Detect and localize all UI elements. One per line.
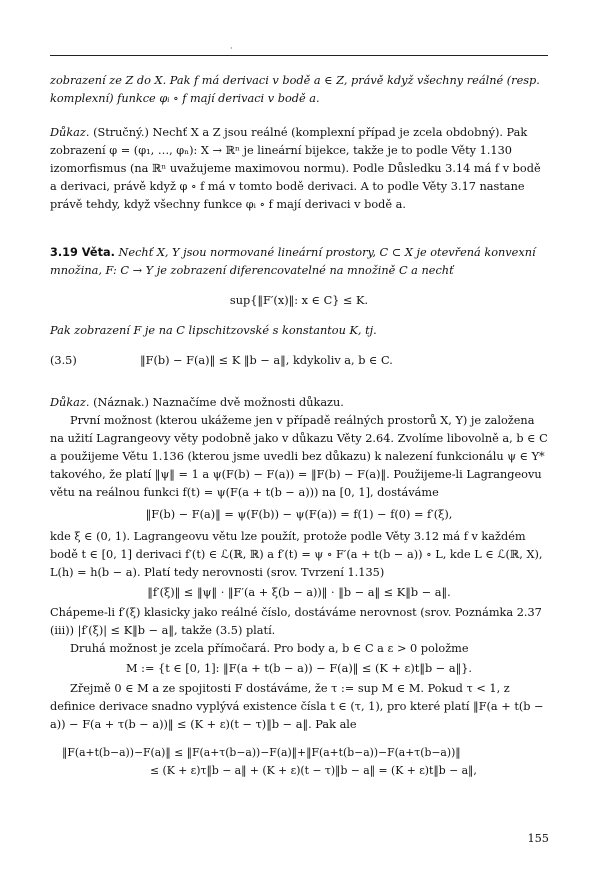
equation-body: ‖F(b) − F(a)‖ ≤ K ‖b − a‖, kdykoliv a, b ∈ C. [140, 354, 393, 367]
page-number: 155 [527, 832, 549, 845]
equation-3-5 [50, 352, 548, 370]
proof-equation-2: ‖f′(ξ)‖ ≤ ‖ψ‖ · ‖F′(a + ξ(b − a))‖ · ‖b − a‖ ≤ K‖b − a‖. [147, 586, 451, 599]
theorem-conclusion: Pak zobrazení F je na C lipschitzovské s konstantou K, tj. [50, 324, 377, 337]
proof-paragraph-2c: Chápeme-li f′(ξ) klasicky jako reálné číslo, dostáváme nerovnost (srov. Poznámka 2.37 (iii)) |f′(ξ)| ≤ K‖b − a‖, takže (3.5) platí. [50, 606, 542, 637]
proof-paragraph-1 [50, 124, 548, 214]
proof-paragraph-2e: Zřejmě 0 ∈ M a ze spojitosti F dostáváme, že τ := sup M ∈ M. Pokud τ < 1, z definice derivace snadno vyplývá existence čísla t ∈ (τ, 1), pro které platí ‖F(a + t(b − a)) − F(a + τ(b − a))‖ ≤ (K + ε)(t − τ)‖b − a‖. Pak ale [50, 682, 544, 731]
paragraph-theorem-tail: zobrazení ze Z do X. Pak f má derivaci v bodě a ∈ Z, právě když všechny reálné (resp. komplexní) funkce φᵢ ∘ f mají derivaci v bodě a. [50, 74, 540, 105]
header-mark: · [230, 44, 233, 53]
equation-number: (3.5) [50, 354, 77, 367]
proof-paragraph-2a: První možnost (kterou ukážeme jen v případě reálných prostorů X, Y) je založena na užití Lagrangeovy věty podobně jako v důkazu Věty 2.64. Zvolíme libovolně a, b ∈ C a použijeme Větu 1.136 (kterou jsme uvedli bez důkazu) k nalezení funkcionálu ψ ∈ Y* takového, že platí ‖ψ‖ = 1 a ψ(F(b) − F(a)) = ‖F(b) − F(a)‖. Použijeme-li Lagrangeovu větu na reálnou funkci f(t) = ψ(F(a + t(b − a))) na [0, 1], dostáváme [50, 414, 548, 499]
theorem-heading: 3.19 Věta. [50, 246, 115, 259]
proof-equation-1: ‖F(b) − F(a)‖ = ψ(F(b)) − ψ(F(a)) = f(1) − f(0) = f′(ξ), [145, 508, 453, 521]
proof-label: Důkaz. [50, 126, 90, 139]
proof-paragraph-2-intro [50, 394, 548, 412]
header-rule [50, 55, 548, 56]
page-body [50, 60, 548, 780]
proof-text: (Stručný.) Nechť X a Z jsou reálné (komplexní případ je zcela obdobný). Pak zobrazení φ = (φ₁, …, φₙ): X → ℝⁿ je lineární bijekce, takže je to podle Věty 1.130 izomorfismus (na ℝⁿ uvažujeme maximovou normu). Podle Důsledku 3.14 má f v bodě a derivaci, právě když φ ∘ f má v tomto bodě derivaci. A to podle Věty 3.17 nastane právě tehdy, když všechny funkce φᵢ ∘ f mají derivaci v bodě a. [50, 126, 541, 211]
theorem-text: Nechť X, Y jsou normované lineární prostory, C ⊂ X je otevřená konvexní množina, F: C → Y je zobrazení diferencovatelné na množině C a nechť [50, 246, 536, 277]
proof-paragraph-2b: kde ξ ∈ (0, 1). Lagrangeovu větu lze použít, protože podle Věty 3.12 má f v každém bodě t ∈ [0, 1] derivaci f′(t) ∈ ℒ(ℝ, ℝ) a f′(t) = ψ ∘ F′(a + t(b − a)) ∘ L, kde L ∈ ℒ(ℝ, X), L(h) = h(b − a). Platí tedy nerovnosti (srov. Tvrzení 1.135) [50, 530, 543, 579]
proof-text: (Náznak.) Naznačíme dvě možnosti důkazu. [93, 396, 344, 409]
proof-paragraph-2d: Druhá možnost je zcela přímočará. Pro body a, b ∈ C a ε > 0 položme [70, 642, 469, 655]
theorem-equation: sup{‖F′(x)‖: x ∈ C} ≤ K. [229, 294, 369, 307]
proof-equation-3: M := {t ∈ [0, 1]: ‖F(a + t(b − a)) − F(a)‖ ≤ (K + ε)t‖b − a‖}. [125, 662, 473, 675]
theorem-3-19 [50, 244, 548, 280]
proof-equation-4b: ≤ (K + ε)τ‖b − a‖ + (K + ε)(t − τ)‖b − a‖ = (K + ε)t‖b − a‖, [150, 764, 477, 777]
proof-equation-4a: ‖F(a+t(b−a))−F(a)‖ ≤ ‖F(a+τ(b−a))−F(a)‖+‖F(a+t(b−a))−F(a+τ(b−a))‖ [62, 746, 461, 759]
proof-label: Důkaz. [50, 396, 90, 409]
